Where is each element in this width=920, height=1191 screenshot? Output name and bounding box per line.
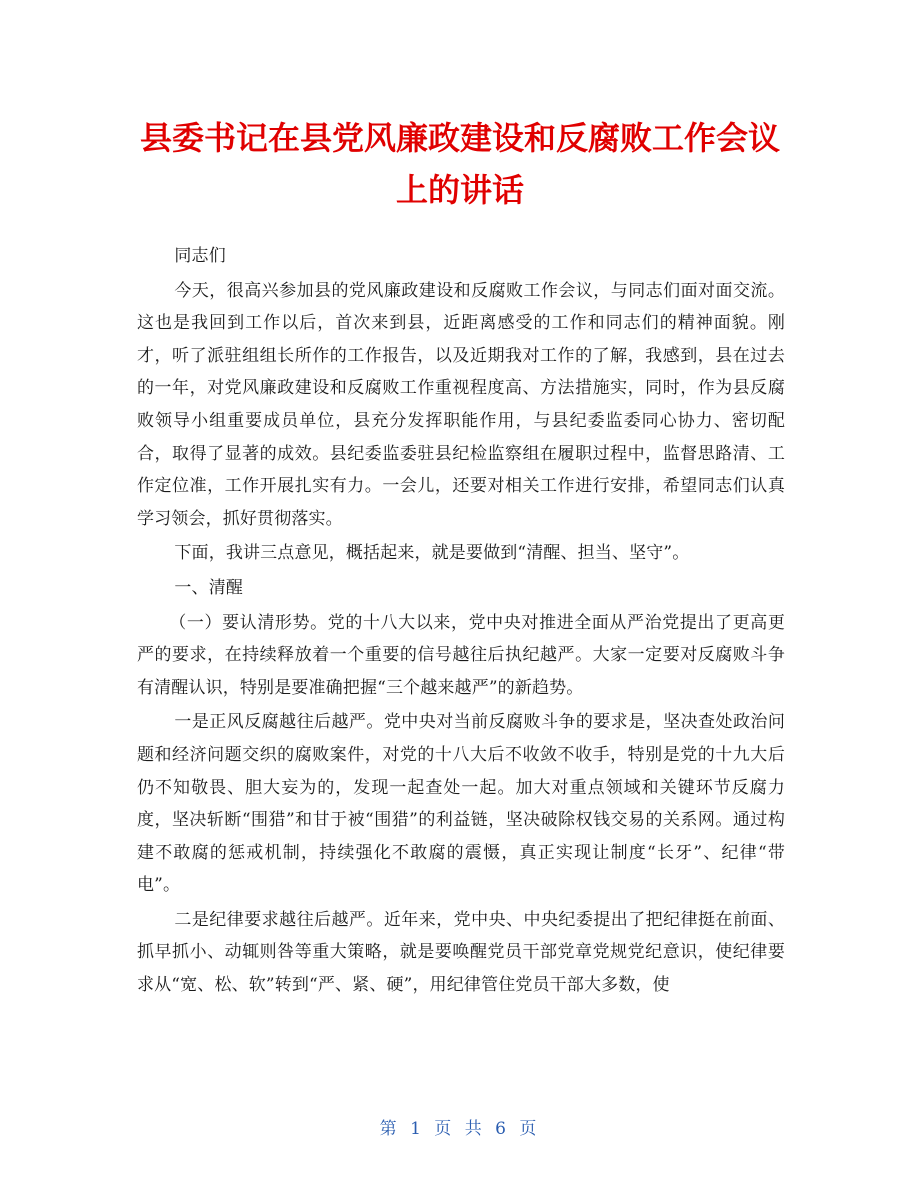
document-body <box>137 240 785 1004</box>
salutation: 同志们 <box>174 246 226 266</box>
paragraph-intro: 今天，很高兴参加县的党风廉政建设和反腐败工作会议，与同志们面对面交流。这也是我回到工作以后，首次来到县，近距离感受的工作和同志们的精神面貌。刚才，听了派驻组组长所作的工作报告，以及近期我对工作的了解，我感到，县在过去的一年，对党风廉政建设和反腐败工作重视程度高、方法措施实，同时，作为县反腐败领导小组重要成员单位，县充分发挥职能作用，与县纪委监委同心协力、密切配合，取得了显著的成效。县纪委监委驻县纪检监察组在履职过程中，监督思路清、工作定位准，工作开展扎实有力。一会儿，还要对相关工作进行安排，希望同志们认真学习领会，抓好贯彻落实。 <box>137 280 785 529</box>
title-line-1: 县委书记在县党风廉政建设和反腐败工作会议 <box>139 119 780 157</box>
paragraph-overview: 下面，我讲三点意见，概括起来，就是要做到“清醒、担当、坚守”。 <box>174 543 690 564</box>
section-heading-1: 一、清醒 <box>174 577 243 598</box>
document-title <box>100 112 820 216</box>
page-number-footer: 第 1 页 共 6 页 <box>379 1119 541 1139</box>
paragraph-point-2: 二是纪律要求越往后越严。近年来，党中央、中央纪委提出了把纪律挺在前面、抓早抓小、动辄则咎等重大策略，就是要唤醒党员干部党章党规党纪意识，使纪律要求从“宽、松、软”转到“严、紧、硬”，用纪律管住党员干部大多数，使 <box>137 909 785 996</box>
paragraph-point-1: 一是正风反腐越往后越严。党中央对当前反腐败斗争的要求是，坚决查处政治问题和经济问题交织的腐败案件，对党的十八大后不收敛不收手，特别是党的十九大后仍不知敬畏、胆大妄为的，发现一起查处一起。加大对重点领域和关键环节反腐力度，坚决斩断“围猎”和甘于被“围猎”的利益链，坚决破除权钱交易的关系网。通过构建不敢腐的惩戒机制，持续强化不敢腐的震慑，真正实现让制度“长牙”、纪律“带电”。 <box>137 712 785 896</box>
title-line-2: 上的讲话 <box>395 171 524 209</box>
subsection-1: （一）要认清形势。党的十八大以来，党中央对推进全面从严治党提出了更高更严的要求，在持续释放着一个重要的信号越往后执纪越严。大家一定要对反腐败斗争有清醒认识，特别是要准确把握“三个越来越严”的新趋势。 <box>137 612 785 698</box>
